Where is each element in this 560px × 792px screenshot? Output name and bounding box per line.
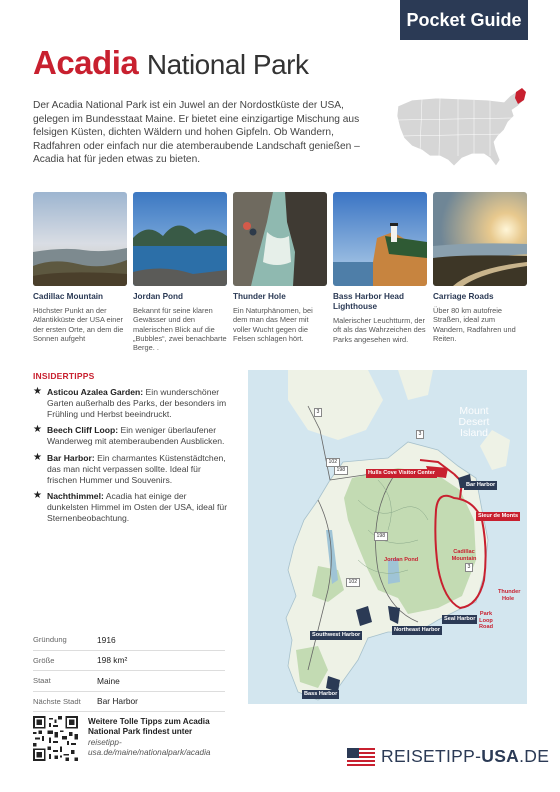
tip-text: Ein wunderschöner Garten außerhalb des Parks, der besonders im Frühling und Herbst beeindruckt. [47, 387, 227, 419]
place-card [133, 192, 227, 352]
park-loop-road-label: Park Loop Road [479, 611, 493, 630]
insider-tips [33, 371, 229, 524]
fact-key: Größe [33, 655, 55, 665]
place-desc: Höchster Punkt an der Atlantikküste der USA einer der ersten Orte, an dem die Sonnen aufgeht [33, 306, 124, 343]
bass-harbor-label: Bass Harbor [304, 691, 338, 697]
cadillac-label: Cadillac Mountain [451, 549, 477, 562]
tip-text: Acadia hat einige der dunkelsten Himmel im Osten der USA, ideal für Sternenbeobachtung. [47, 491, 228, 523]
tip-item [33, 425, 229, 447]
cadillac-mountain-photo [33, 192, 127, 286]
fact-value: 198 km² [97, 655, 128, 666]
place-card [233, 192, 327, 343]
jordan-pond-photo [133, 192, 227, 286]
tip-name: Nachthimmel: [47, 491, 104, 502]
place-desc: Ein Naturphänomen, bei dem man das Meer mit voller Wucht gegen die Felsen schlagen hört. [233, 306, 313, 343]
more-tips-title: Weitere Tolle Tipps zum Acadia National Park findest unter [88, 717, 210, 736]
title-acadia: Acadia [33, 44, 139, 81]
road-shield: 102 [326, 458, 340, 467]
star-icon: ★ [33, 424, 42, 436]
more-tips-block [88, 717, 238, 758]
brand-usa: USA [481, 746, 520, 766]
place-title: Thunder Hole [233, 292, 286, 301]
brand-prefix: REISETIPP- [381, 746, 482, 766]
fact-row [33, 692, 225, 713]
road-shield: 3 [465, 563, 473, 572]
thunder-hole-label: Thunder Hole [498, 589, 521, 602]
place-title: Jordan Pond [133, 292, 184, 301]
pocket-guide-badge: Pocket Guide [400, 0, 528, 40]
tip-item [33, 491, 229, 523]
fact-value: Bar Harbor [97, 696, 138, 707]
road-shield: 3 [314, 408, 322, 417]
tip-name: Bar Harbor: [47, 452, 95, 463]
brand-suffix: .DE [519, 746, 550, 766]
fact-row [33, 651, 225, 672]
bar-harbor-label: Bar Harbor [466, 482, 496, 488]
seal-harbor-label: Seal Harbor [444, 616, 476, 622]
carriage-roads-photo [433, 192, 527, 286]
fact-value: Maine [97, 675, 120, 686]
more-tips-link[interactable]: reisetipp-usa.de/maine/nationalpark/acadia [88, 738, 211, 757]
place-desc: Bekannt für seine klaren Gewässer und den malerischen Blick auf die „Bubbles“, zwei benachbarte Berge. . [133, 306, 227, 353]
jordan-pond-label: Jordan Pond [384, 557, 419, 563]
highlights-row [33, 192, 527, 352]
road-shield: 102 [346, 578, 360, 587]
fact-key: Nächste Stadt [33, 696, 81, 706]
park-map [248, 370, 527, 704]
place-card [33, 192, 127, 343]
road-shield: 198 [334, 466, 348, 475]
tip-text: Ein charmantes Küstenstädtchen, das man nicht verpassen sollte. Ideal für frischen Hummer und Souvenirs. [47, 452, 226, 485]
place-desc: Malerischer Leuchtturm, der oft als das Wahrzeichen des Parks angesehen wird. [333, 316, 426, 344]
tip-text: Ein weniger überlaufener Wanderweg mit atemberaubenden Ausblicken. [47, 425, 225, 447]
fact-key: Gründung [33, 635, 67, 645]
qr-code-icon[interactable] [33, 716, 78, 761]
fact-row [33, 630, 225, 651]
tip-item [33, 387, 229, 419]
place-card [433, 192, 527, 343]
fact-row [33, 671, 225, 692]
tip-name: Beech Cliff Loop: [47, 425, 119, 436]
southwest-harbor-label: Southwest Harbor [312, 632, 361, 638]
tip-name: Asticou Azalea Garden: [47, 387, 144, 397]
star-icon: ★ [33, 451, 42, 463]
title-national-park: National Park [146, 49, 309, 80]
island-label: Mount Desert Island [458, 405, 490, 439]
road-shield: 3 [416, 430, 424, 439]
place-card [333, 192, 427, 344]
northeast-harbor-label: Northeast Harbor [394, 627, 441, 633]
place-title: Bass Harbor Head Lighthouse [333, 292, 404, 311]
park-facts [33, 630, 225, 712]
usa-map-icon [392, 86, 530, 178]
bass-harbor-lighthouse-photo [333, 192, 427, 286]
star-icon: ★ [33, 386, 42, 397]
hulls-cove-label: Hulls Cove Visitor Center [368, 470, 436, 476]
road-shield: 198 [374, 532, 388, 541]
tip-item [33, 453, 229, 485]
place-title: Carriage Roads [433, 292, 494, 301]
fact-value: 1916 [97, 634, 116, 645]
fact-key: Staat [33, 676, 51, 686]
usa-flag-icon [347, 748, 375, 766]
thunder-hole-photo [233, 192, 327, 286]
sieur-de-monts-label: Sieur de Monts [478, 513, 519, 519]
place-title: Cadillac Mountain [33, 292, 104, 301]
page-title [33, 44, 308, 82]
intro-text: Der Acadia National Park ist ein Juwel an der Nordostküste der USA, gelegen im Bundesstaat Maine. Er bietet eine einzigartige Mischung aus felsigen Küsten, dichten Wäldern und hohen Gipfeln. Ob Wandern, Radfahren oder einfach nur die atemberaubende Landschaft genießen – Acadia hat für jeden etwas zu bieten. [33, 100, 360, 165]
place-desc: Über 80 km autofreie Straßen, ideal zum Wandern, Radfahren und Reiten. [433, 306, 516, 343]
brand-logo [347, 746, 549, 767]
tips-heading: INSIDERTIPPS [33, 371, 95, 381]
star-icon: ★ [33, 490, 42, 502]
